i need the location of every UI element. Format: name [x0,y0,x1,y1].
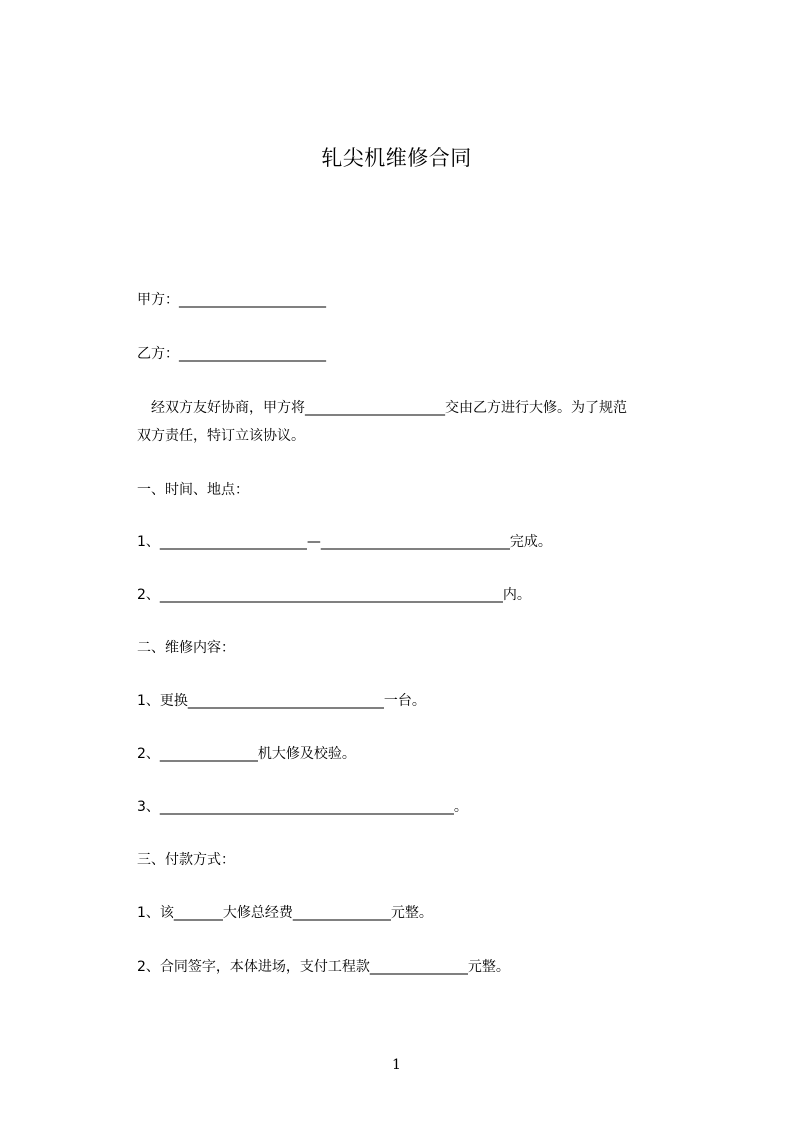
payment-item-1: 1、该_______大修总经费______________元整。 [137,905,433,921]
repair-content-item-1: 1、更换____________________________一台。 [137,693,426,709]
time-place-item-1: 1、_____________________—___________________________完成。 [137,534,552,550]
repair-content-item-2: 2、______________机大修及校验。 [137,746,356,762]
intro-paragraph-line2: 双方责任，特订立该协议。 [137,428,305,444]
party-b-line: 乙方：_____________________ [137,346,326,362]
section-time-place-heading: 一、时间、地点： [137,482,249,498]
page-number: 1 [392,1057,401,1073]
document-title: 轧尖机维修合同 [321,146,472,170]
payment-item-2: 2、合同签字，本体进场，支付工程款______________元整。 [137,959,510,975]
time-place-item-2: 2、_________________________________________________内。 [137,587,531,603]
section-repair-content-heading: 二、维修内容： [137,640,235,656]
repair-content-item-3: 3、__________________________________________。 [137,799,468,815]
intro-paragraph-line1: 经双方友好协商，甲方将____________________交由乙方进行大修。为了规范 [137,400,627,416]
party-a-line: 甲方：_____________________ [137,292,326,308]
section-payment-heading: 三、付款方式： [137,852,235,868]
